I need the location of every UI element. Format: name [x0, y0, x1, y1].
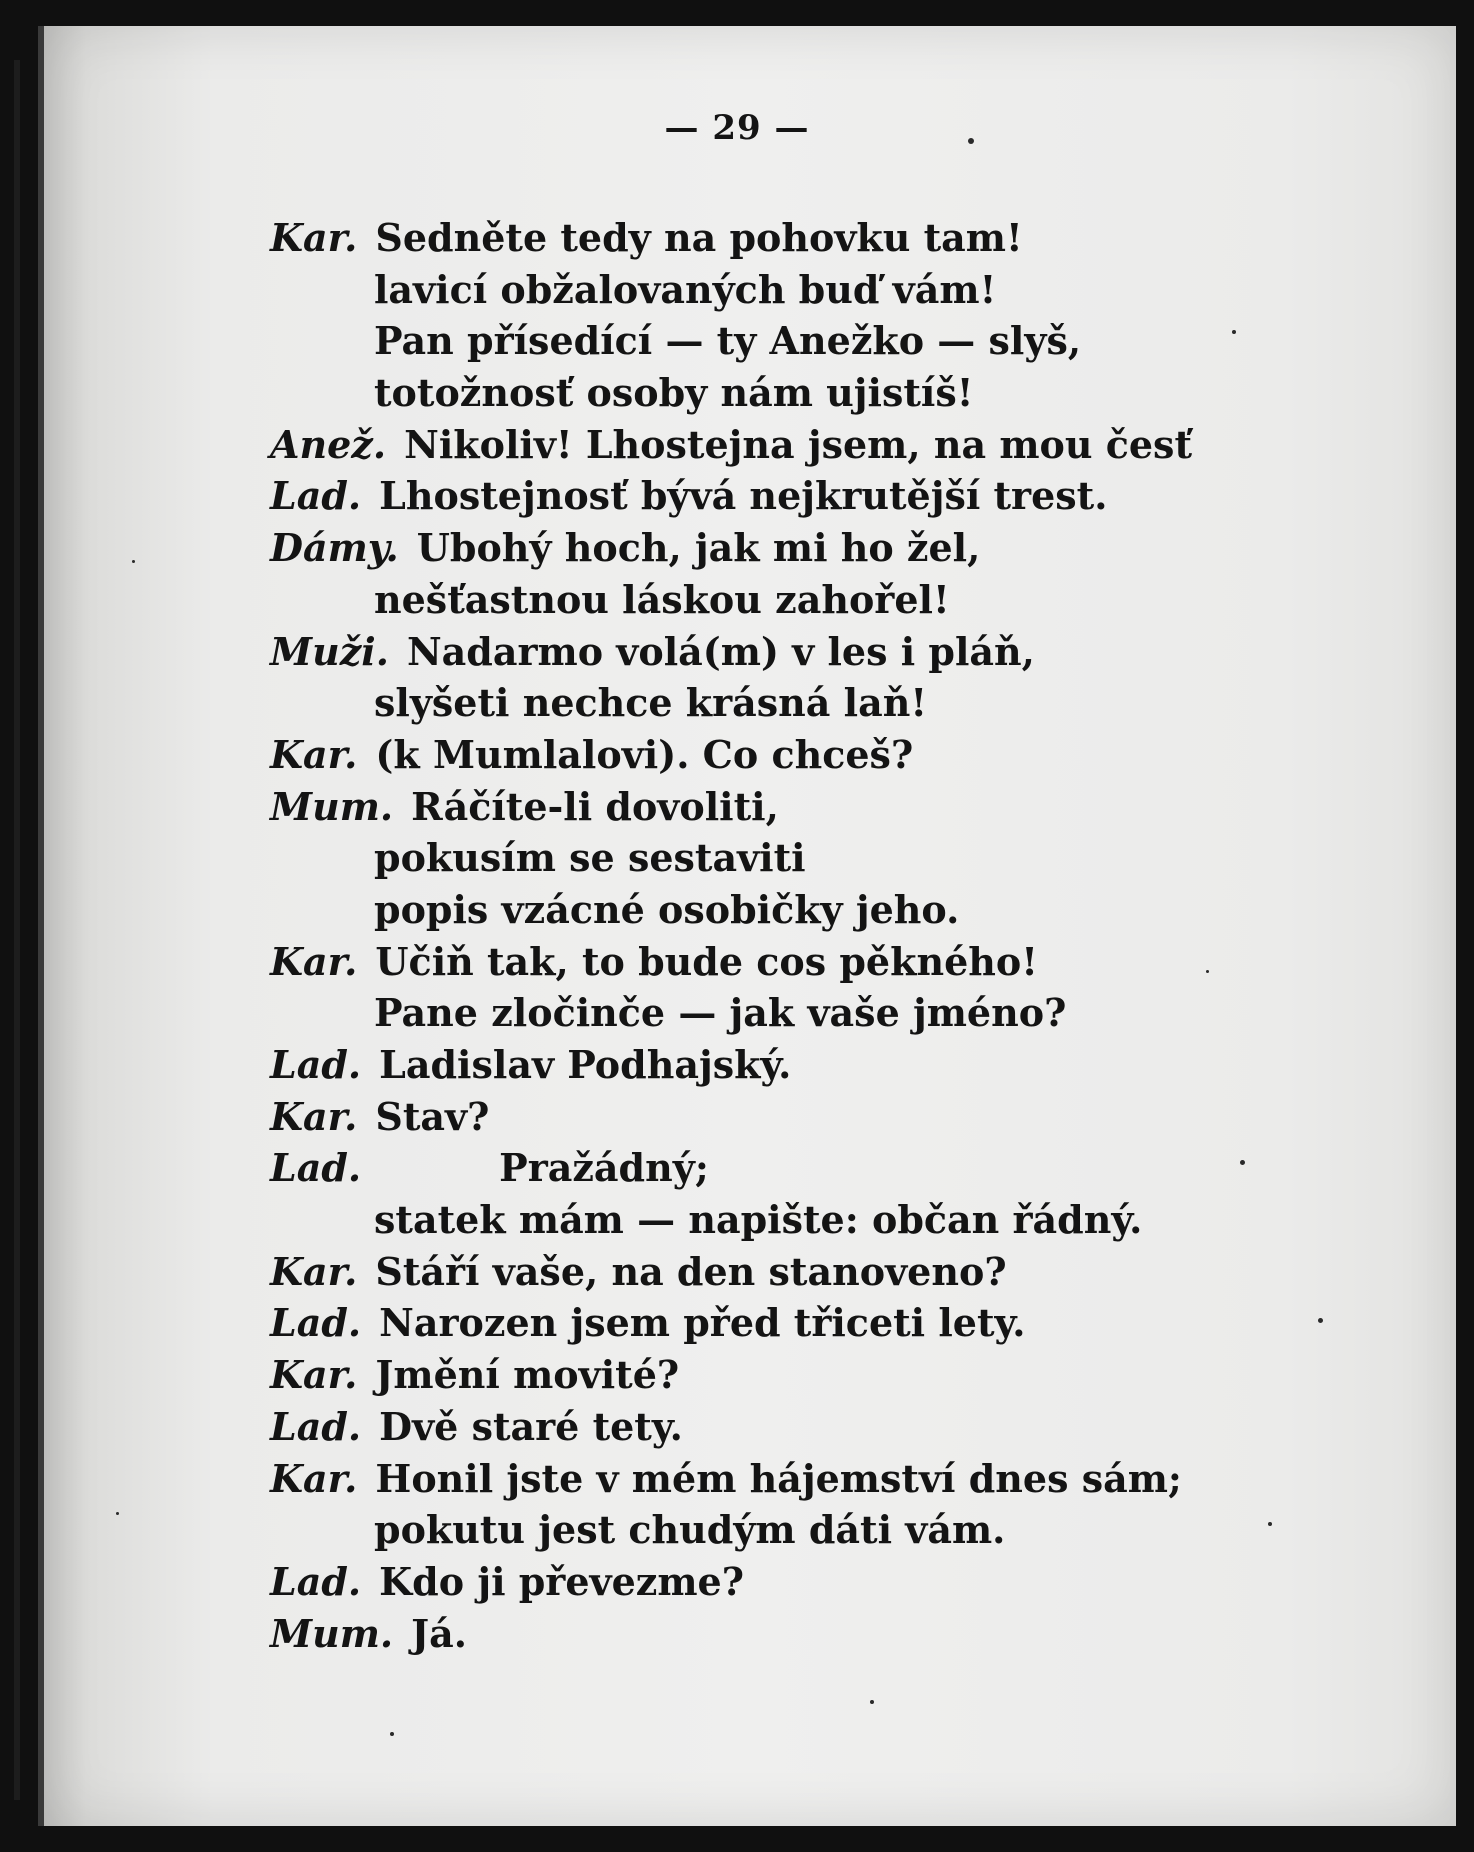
verse-line	[270, 212, 1192, 264]
line-text: Pane zločinče — jak vaše jméno?	[374, 990, 1067, 1036]
speaker-name: Kar.	[270, 1248, 358, 1294]
line-text: Ráčíte-li dovoliti,	[411, 783, 779, 829]
line-text: Honil jste v mém hájemství dnes sám;	[375, 1455, 1182, 1501]
line-text: totožnosť osoby nám ujistíš!	[374, 370, 974, 416]
line-text: pokutu jest chudým dáti vám.	[374, 1507, 1006, 1553]
line-text: Dvě staré tety.	[379, 1403, 683, 1449]
speaker-name: Mum.	[270, 1610, 394, 1656]
line-text: Lhostejnosť bývá nejkrutější trest.	[379, 473, 1108, 519]
line-text: Pražádný;	[499, 1145, 709, 1191]
speaker-name: Lad.	[270, 1042, 362, 1087]
line-text: Kdo ji převezme?	[379, 1558, 744, 1604]
speaker-name: Lad.	[270, 1558, 362, 1604]
line-text: Ubohý hoch, jak mi ho žel,	[416, 525, 981, 571]
print-speck	[390, 1732, 394, 1736]
verse-line	[270, 1142, 1192, 1194]
print-speck	[1240, 1160, 1245, 1165]
verse-line	[270, 1504, 1192, 1556]
speaker-name: Dámy.	[270, 525, 399, 571]
verse-line	[270, 832, 1192, 884]
verse-line	[270, 522, 1192, 574]
line-text: Sedněte tedy na pohovku tam!	[375, 215, 1023, 260]
line-text: popis vzácné osobičky jeho.	[374, 886, 960, 932]
verse-line	[270, 1608, 1192, 1660]
verse-line	[270, 315, 1192, 367]
print-speck	[116, 1512, 119, 1515]
speaker-name: Anež.	[270, 421, 387, 467]
verse-line	[270, 884, 1192, 936]
speaker-name: Kar.	[270, 215, 358, 260]
speaker-name: Lad.	[270, 1145, 362, 1191]
print-speck	[1206, 970, 1209, 973]
speaker-name: Muži.	[270, 628, 389, 674]
line-text: Ladislav Podhajský.	[379, 1042, 792, 1087]
speaker-name: Mum.	[270, 783, 394, 829]
print-speck	[1232, 330, 1236, 334]
verse-line	[270, 1039, 1192, 1091]
verse-line	[270, 729, 1192, 781]
line-text: Nikoliv! Lhostejna jsem, na mou česť	[404, 421, 1192, 467]
verse-line	[270, 1246, 1192, 1298]
print-speck	[132, 560, 135, 563]
verse-line	[270, 367, 1192, 419]
line-text: (k Mumlalovi). Co chceš?	[375, 731, 914, 777]
print-speck	[870, 1700, 874, 1704]
verse-line	[270, 1453, 1192, 1505]
speaker-name: Lad.	[270, 1300, 362, 1346]
line-text: Učiň tak, to bude cos pěkného!	[375, 938, 1038, 984]
line-text: pokusím se sestaviti	[374, 835, 806, 881]
verse-line	[270, 677, 1192, 729]
verse-line	[270, 1297, 1192, 1349]
print-speck	[1268, 1522, 1272, 1526]
line-text: Nadarmo volá(m) v les i pláň,	[406, 628, 1035, 674]
speaker-name: Kar.	[270, 1093, 358, 1139]
verse-line	[270, 1194, 1192, 1246]
line-text: nešťastnou láskou zahořel!	[374, 576, 950, 622]
line-text: lavicí obžalovaných buď vám!	[374, 266, 997, 312]
verse-line	[270, 264, 1192, 316]
verse-line	[270, 987, 1192, 1039]
verse-line	[270, 626, 1192, 678]
line-text: Já.	[411, 1610, 467, 1656]
verse-line	[270, 1091, 1192, 1143]
line-text: Stáří vaše, na den stanoveno?	[375, 1248, 1007, 1294]
line-text: Pan přísedící — ty Anežko — slyš,	[374, 318, 1082, 364]
line-text: slyšeti nechce krásná laň!	[374, 680, 928, 726]
speaker-name: Lad.	[270, 1403, 362, 1449]
dialogue-verse	[270, 212, 1192, 1659]
verse-line	[270, 936, 1192, 988]
verse-line	[270, 1556, 1192, 1608]
speaker-name: Kar.	[270, 938, 358, 984]
print-speck	[1318, 1318, 1323, 1323]
book-spine-shadow	[14, 60, 20, 1800]
verse-line	[270, 470, 1192, 522]
page-number: — 29 —	[664, 108, 810, 148]
verse-line	[270, 1401, 1192, 1453]
line-text: Narozen jsem před třiceti lety.	[379, 1300, 1026, 1346]
speaker-name: Kar.	[270, 1455, 358, 1501]
verse-line	[270, 1349, 1192, 1401]
line-text: statek mám — napište: občan řádný.	[374, 1197, 1143, 1243]
verse-line	[270, 419, 1192, 471]
speaker-name: Kar.	[270, 731, 358, 777]
line-text: Jmění movité?	[375, 1352, 680, 1398]
line-text: Stav?	[375, 1093, 490, 1139]
speaker-name: Kar.	[270, 1352, 358, 1398]
speaker-name: Lad.	[270, 473, 362, 519]
verse-line	[270, 781, 1192, 833]
print-speck	[968, 138, 974, 144]
verse-line	[270, 574, 1192, 626]
